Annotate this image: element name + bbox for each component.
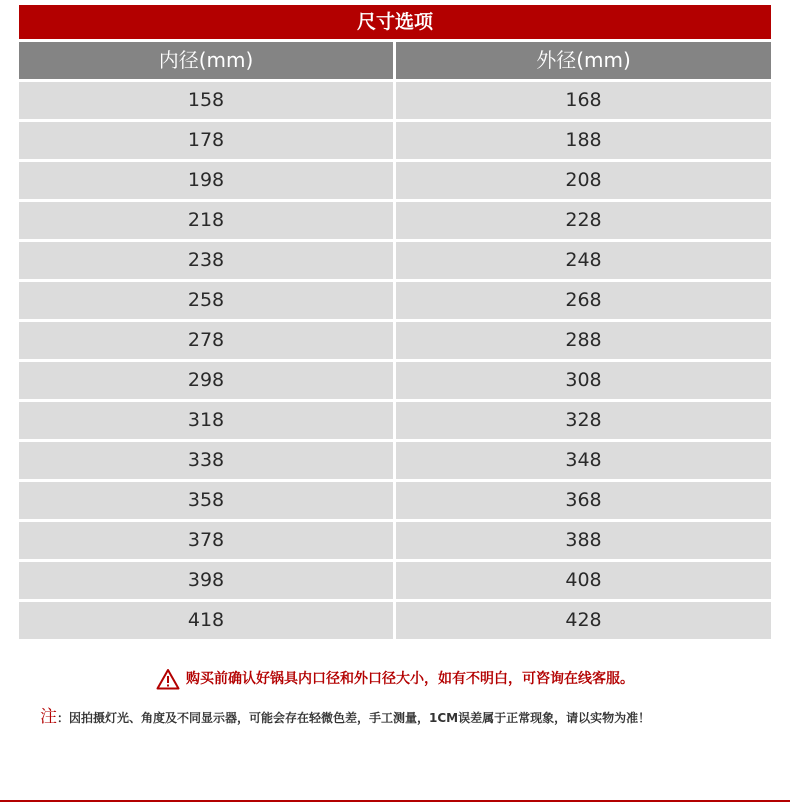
table-row (19, 482, 771, 519)
outer-diameter-cell: 308 (396, 362, 771, 399)
inner-diameter-cell: 198 (19, 162, 393, 199)
warning-icon (156, 668, 180, 690)
outer-diameter-cell: 368 (396, 482, 771, 519)
inner-diameter-cell: 278 (19, 322, 393, 359)
inner-diameter-cell: 338 (19, 442, 393, 479)
notice-text: 购买前确认好锅具内口径和外口径大小，如有不明白，可咨询在线客服。 (186, 671, 634, 687)
size-table (19, 42, 771, 642)
inner-diameter-cell: 258 (19, 282, 393, 319)
outer-diameter-cell: 168 (396, 82, 771, 119)
table-row (19, 122, 771, 159)
outer-diameter-cell: 228 (396, 202, 771, 239)
table-row (19, 242, 771, 279)
note-text: ：因拍摄灯光、角度及不同显示器，可能会存在轻微色差，手工测量，1CM误差属于正常现象，请以实物为准！ (57, 711, 651, 725)
outer-diameter-cell: 328 (396, 402, 771, 439)
outer-diameter-cell: 288 (396, 322, 771, 359)
inner-diameter-cell: 398 (19, 562, 393, 599)
note-prefix: 注 (40, 707, 57, 727)
table-row (19, 282, 771, 319)
table-row (19, 362, 771, 399)
inner-diameter-cell: 358 (19, 482, 393, 519)
purchase-notice (0, 667, 790, 691)
table-row (19, 322, 771, 359)
table-row (19, 602, 771, 639)
table-row (19, 202, 771, 239)
page-title: 尺寸选项 (19, 5, 771, 39)
inner-diameter-cell: 218 (19, 202, 393, 239)
outer-diameter-cell: 428 (396, 602, 771, 639)
outer-diameter-cell: 348 (396, 442, 771, 479)
inner-diameter-cell: 178 (19, 122, 393, 159)
inner-diameter-cell: 238 (19, 242, 393, 279)
bottom-divider (0, 800, 790, 802)
table-row (19, 82, 771, 119)
table-row (19, 162, 771, 199)
outer-diameter-cell: 208 (396, 162, 771, 199)
column-header-outer-diameter: 外径(mm) (396, 42, 771, 79)
outer-diameter-cell: 388 (396, 522, 771, 559)
disclaimer-note (40, 705, 780, 730)
inner-diameter-cell: 318 (19, 402, 393, 439)
outer-diameter-cell: 248 (396, 242, 771, 279)
outer-diameter-cell: 268 (396, 282, 771, 319)
outer-diameter-cell: 408 (396, 562, 771, 599)
table-row (19, 522, 771, 559)
table-row (19, 442, 771, 479)
table-row (19, 402, 771, 439)
inner-diameter-cell: 298 (19, 362, 393, 399)
outer-diameter-cell: 188 (396, 122, 771, 159)
table-header-row (19, 42, 771, 79)
table-row (19, 562, 771, 599)
inner-diameter-cell: 378 (19, 522, 393, 559)
column-header-inner-diameter: 内径(mm) (19, 42, 393, 79)
inner-diameter-cell: 158 (19, 82, 393, 119)
inner-diameter-cell: 418 (19, 602, 393, 639)
